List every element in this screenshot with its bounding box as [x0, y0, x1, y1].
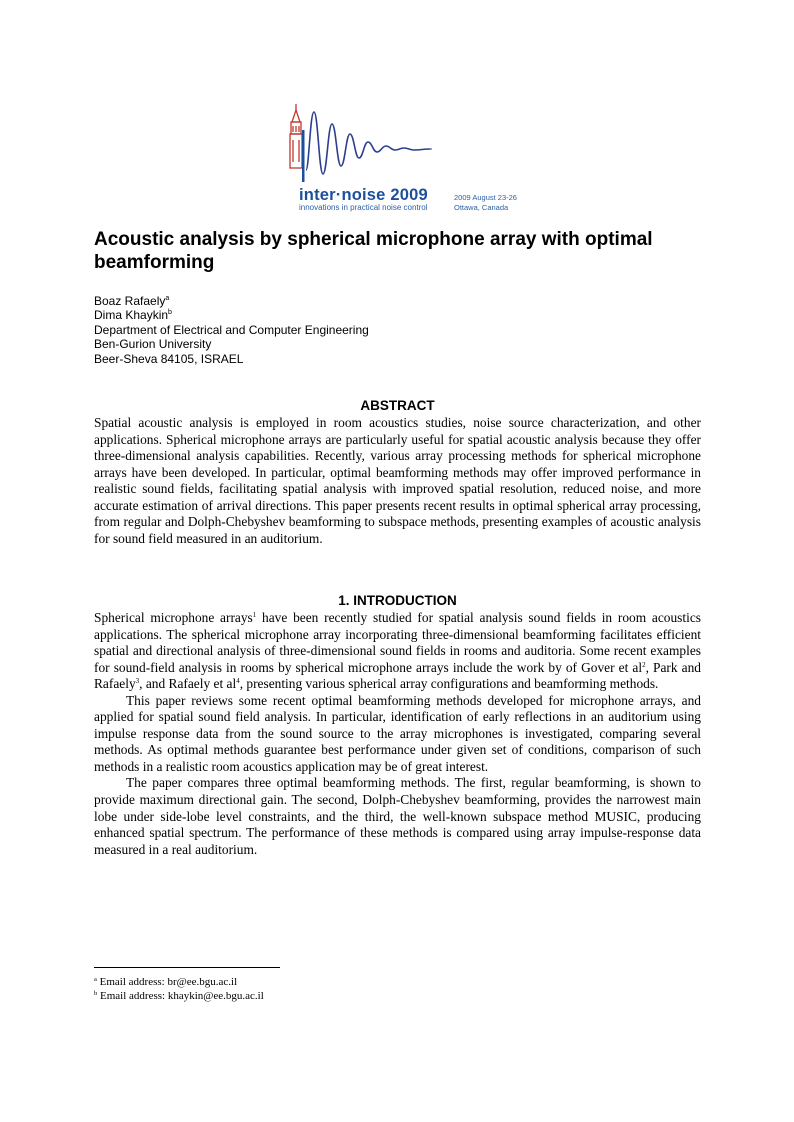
text-run: Spherical microphone arrays — [94, 610, 253, 625]
author-mark: b — [168, 309, 172, 317]
sound-wave-icon — [306, 112, 430, 174]
text-run: , and Rafaely et al — [139, 676, 237, 692]
reference-mark: 2 — [642, 660, 646, 669]
footnote-mark: b — [94, 990, 98, 997]
abstract-heading: ABSTRACT — [360, 398, 435, 413]
intro-paragraph-3: The paper compares three optimal beamforming methods. The first, regular beamforming, is shown to provide maximum directional gain. The second, Dolph-Chebyshev beamforming, provides the narrowest main lobe under side-lobe level constraints, and the third, the well-known subspace method MUSIC, producing enhanced spatial spectrum. The performance of these methods is compared using array impulse-response data measured in a real auditorium. — [94, 775, 701, 857]
reference-mark: 3 — [135, 677, 140, 686]
introduction-heading: 1. INTRODUCTION — [338, 593, 457, 608]
affiliation-department: Department of Electrical and Computer Engineering — [94, 322, 369, 337]
author-name: Boaz Rafaely — [94, 294, 166, 308]
logo-tagline: innovations in practical noise control — [299, 203, 428, 212]
footnotes — [94, 975, 264, 1003]
reference-mark: 1 — [252, 611, 257, 619]
author-block — [94, 294, 369, 366]
abstract-text: Spatial acoustic analysis is employed in room acoustics studies, noise source characterization, and other applications. Spherical microphone arrays are particularly useful for spatial acoustic analysis because they offer three-dimensional analysis capabilities. Recently, various array processing methods for spherical microphone arrays have been developed. In particular, optimal beamforming methods may offer improved performance in realistic sound fields, facilitating spatial analysis with improved spatial resolution, reduced noise, and more accurate estimation of arrival directions. This paper presents recent results in optimal spherical array processing, from regular and Dolph-Chebyshev beamforming to subspace methods, presenting examples of acoustic analysis for sound field measured in an auditorium. — [94, 415, 701, 546]
text-run: have been recently studied for spatial analysis sound fields in room acoustics applications. The spherical microphone array incorporating three-dimensional beamforming facilitates efficient spatial and directional analysis of three-dimensional sound fields in rooms and auditoria. Some recent examples for sound-field analysis in rooms by spherical microphone arrays include the work by of Gover et al — [94, 610, 701, 675]
author-2 — [94, 308, 369, 322]
footnote-text: Email address: br@ee.bgu.ac.il — [96, 976, 238, 988]
footnote-text: Email address: khaykin@ee.bgu.ac.il — [97, 990, 264, 1002]
footnote-b — [94, 989, 264, 1003]
text-run: , Park and Rafaely — [94, 659, 701, 692]
logo-date — [454, 193, 517, 213]
author-mark: a — [165, 295, 170, 302]
introduction-body — [94, 610, 701, 858]
footnote-a — [94, 975, 264, 989]
author-name: Dima Khaykin — [94, 308, 169, 323]
intro-paragraph-1 — [94, 610, 701, 693]
logo-date-line2: Ottawa, Canada — [454, 203, 509, 212]
affiliation-university: Ben-Gurion University — [94, 337, 212, 352]
footnote-mark: a — [94, 976, 97, 983]
reference-mark: 4 — [236, 677, 240, 686]
logo-graphic — [282, 100, 532, 190]
conference-logo — [282, 100, 532, 215]
author-1 — [94, 294, 369, 308]
footnote-divider — [94, 967, 280, 968]
intro-paragraph-2: This paper reviews some recent optimal beamforming methods developed for microphone arrays, and applied for spatial sound field analysis. In particular, identification of early reflections in an auditorium using impulse response data from the sound source to the array microphones is investigated, comparing several methods. As optimal methods guarantee best performance under given set of conditions, comparison of such methods in a realistic room acoustics application may be of great interest. — [94, 692, 701, 774]
text-run: , presenting various spherical array configurations and beamforming methods. — [239, 676, 659, 692]
tower-icon — [290, 104, 302, 168]
affiliation-address: Beer-Sheva 84105, ISRAEL — [94, 351, 244, 366]
logo-date-line1: 2009 August 23-26 — [454, 193, 517, 202]
bar-icon — [302, 130, 305, 182]
logo-name: inter·noise 2009 — [299, 186, 428, 204]
paper-title: Acoustic analysis by spherical microphone array with optimal beamforming — [94, 229, 653, 273]
